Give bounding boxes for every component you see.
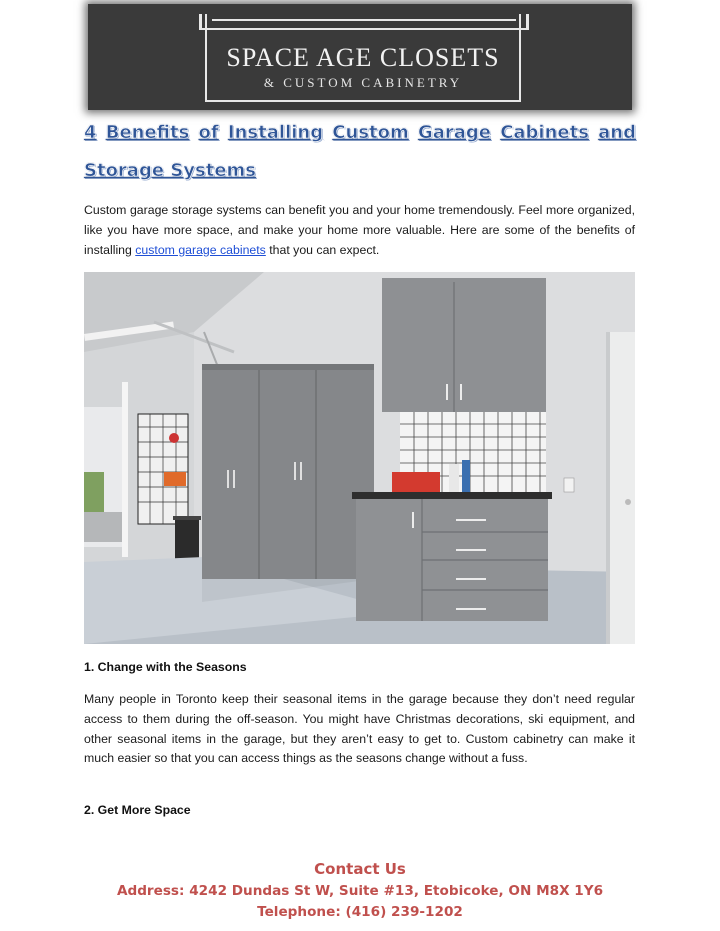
title-word: Benefits <box>105 122 190 143</box>
contact-telephone: Telephone: (416) 239-1202 <box>257 904 463 920</box>
title-word: Cabinets <box>500 122 589 143</box>
article-title-line2: Storage Systems <box>84 160 257 181</box>
title-word: and <box>598 122 636 143</box>
title-word: 4 <box>84 122 97 143</box>
garage-cabinets-photo <box>84 272 635 644</box>
title-word: Garage <box>417 122 491 143</box>
intro-text-end: that you can expect. <box>265 242 380 257</box>
custom-garage-cabinets-link[interactable]: custom garage cabinets <box>135 242 266 257</box>
title-word: Custom <box>332 122 409 143</box>
logo-brand-name: SPACE AGE CLOSETS <box>226 43 500 72</box>
section-heading: 1. Change with the Seasons <box>84 660 247 674</box>
section-paragraph: Many people in Toronto keep their seasonal items in the garage because they don’t need regular access to them during the off-season. You might have Christmas decorations, ski equipment, and other seasonal items in the garage, but they aren’t easy to get to. Custom cabinetry can make it much easier so that you can access things as the seasons change without a fuss. <box>84 692 635 766</box>
logo-crown-molding <box>199 14 529 30</box>
intro-paragraph <box>84 201 635 260</box>
article-title <box>84 122 636 143</box>
section-heading: 2. Get More Space <box>84 803 191 817</box>
title-word: of <box>198 122 219 143</box>
contact-address: Address: 4242 Dundas St W, Suite #13, Etobicoke, ON M8X 1Y6 <box>116 883 604 899</box>
intro-text: Custom garage storage systems can benefit you and your home tremendously. Feel more organized, like you have more space, and make your home more valuable. Here are some of the benefits of installing <box>84 203 635 257</box>
company-logo <box>205 14 521 102</box>
title-word: Installing <box>227 122 324 143</box>
logo-brand-tagline: & CUSTOM CABINETRY <box>263 75 463 90</box>
contact-title: Contact Us <box>314 860 406 878</box>
header-banner <box>88 4 632 110</box>
